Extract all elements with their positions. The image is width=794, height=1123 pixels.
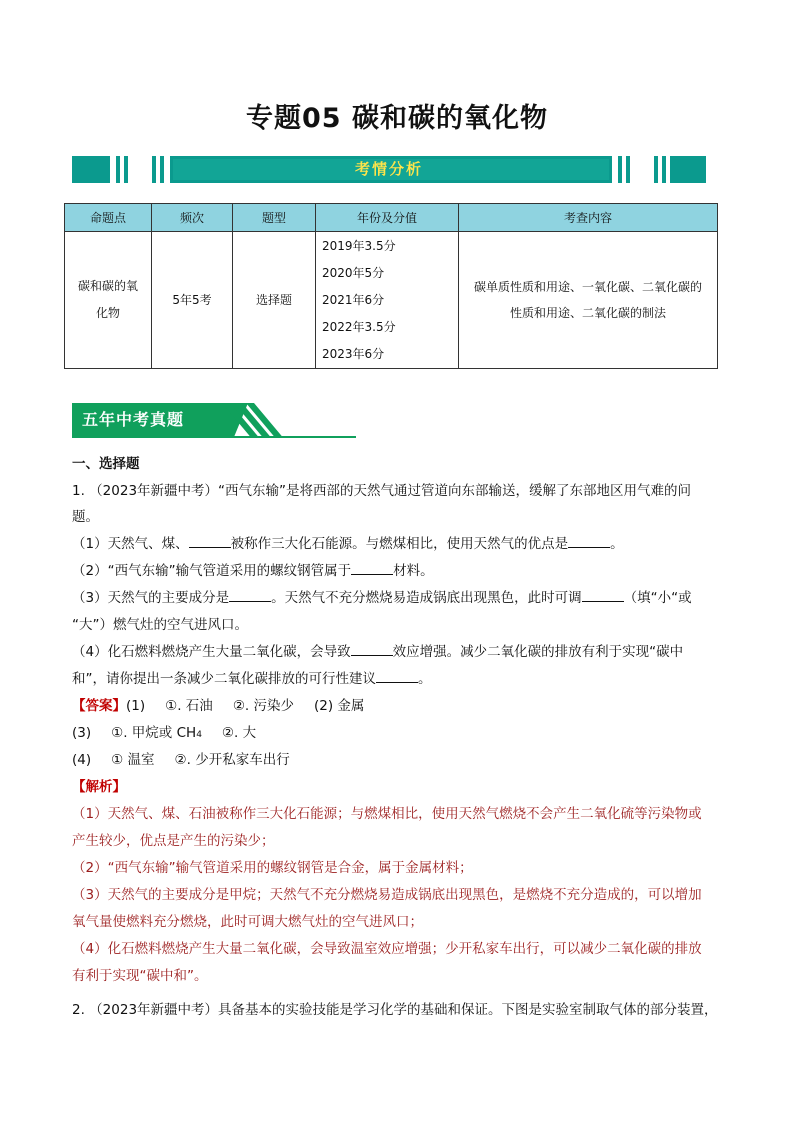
analysis-line: （2）“西气东输”输气管道采用的螺纹钢管是合金，属于金属材料； — [72, 860, 473, 876]
table-header: 题型 — [233, 204, 316, 232]
exam-analysis-table — [64, 203, 718, 369]
table-cell-years — [316, 232, 459, 369]
q1-part4-cont: 和”，请你提出一条减少二氧化碳排放的可行性建议 。 — [72, 671, 432, 687]
q1-part3-cont: “大”）燃气灶的空气进风口。 — [72, 617, 248, 633]
table-row — [65, 232, 718, 369]
analysis-line: （3）天然气的主要成分是甲烷；天然气不充分燃烧易造成锅底出现黑色，是燃烧不充分造成的，可以增加 — [72, 887, 702, 903]
analysis-line: 有利于实现“碳中和”。 — [72, 968, 208, 984]
analysis-line: （1）天然气、煤、石油被称作三大化石能源；与燃煤相比，使用天然气燃烧不会产生二氧化硫等污染物或 — [72, 806, 702, 822]
table-cell-point: 碳和碳的氧化物 — [65, 232, 152, 369]
q1-part2: （2）“西气东输”输气管道采用的螺纹钢管属于 材料。 — [72, 563, 434, 579]
answer-label: 【答案】 — [72, 698, 126, 714]
table-header: 考查内容 — [459, 204, 718, 232]
answer-blank — [568, 534, 610, 548]
year-score: 2021年6分 — [322, 292, 385, 307]
table-cell-type: 选择题 — [233, 232, 316, 369]
q1-line: 题。 — [72, 509, 99, 525]
year-score: 2023年6分 — [322, 346, 385, 361]
q1-part4: （4）化石燃料燃烧产生大量二氧化碳，会导致 效应增强。减少二氧化碳的排放有利于实现“碳中 — [72, 644, 684, 660]
answer-blank — [229, 588, 271, 602]
q1-part3: （3）天然气的主要成分是 。天然气不充分燃烧易造成锅底出现黑色，此时可调 （填“小“或 — [72, 590, 692, 606]
q1-part1: （1）天然气、煤、 被称作三大化石能源。与燃煤相比，使用天然气的优点是 。 — [72, 536, 624, 552]
answer-line-2: (3) ①. 甲烷或 CH4 ②. 大 — [72, 725, 257, 741]
table-cell-content: 碳单质性质和用途、一氧化碳、二氧化碳的性质和用途、二氧化碳的制法 — [459, 232, 718, 369]
answer-blank — [351, 561, 393, 575]
answer-blank — [351, 642, 393, 656]
section-header — [72, 403, 356, 437]
q2-line: 2. （2023年新疆中考）具备基本的实验技能是学习化学的基础和保证。下图是实验室制取气体的部分装置， — [72, 1002, 718, 1018]
analysis-label: 【解析】 — [72, 779, 126, 795]
year-score: 2019年3.5分 — [322, 238, 396, 253]
answer-blank — [189, 534, 231, 548]
year-score: 2020年5分 — [322, 265, 385, 280]
table-cell-frequency: 5年5考 — [152, 232, 233, 369]
table-header-row — [65, 204, 718, 232]
analysis-line: 氧气量使燃料充分燃烧，此时可调大燃气灶的空气进风口； — [72, 914, 423, 930]
answer-line-1: 【答案】(1) ①. 石油 ②. 污染少 (2) 金属 — [72, 698, 365, 714]
subsection-title: 一、选择题 — [72, 456, 140, 472]
page-title: 专题05 碳和碳的氧化物 — [246, 103, 548, 134]
analysis-line: （4）化石燃料燃烧产生大量二氧化碳，会导致温室效应增强；少开私家车出行，可以减少二氧化碳的排放 — [72, 941, 702, 957]
analysis-line: 产生较少，优点是产生的污染少； — [72, 833, 275, 849]
section-header-label: 五年中考真题 — [82, 410, 185, 429]
table-header: 命题点 — [65, 204, 152, 232]
table-header: 频次 — [152, 204, 233, 232]
answer-line-3: (4) ① 温室 ②. 少开私家车出行 — [72, 752, 290, 768]
table-header: 年份及分值 — [316, 204, 459, 232]
year-score: 2022年3.5分 — [322, 319, 396, 334]
answer-blank — [582, 588, 624, 602]
banner-label: 考情分析 — [354, 160, 423, 178]
section-banner — [72, 156, 706, 183]
answer-blank — [376, 669, 418, 683]
q1-line: 1. （2023年新疆中考）“西气东输”是将西部的天然气通过管道向东部输送，缓解了东部地区用气难的问 — [72, 483, 692, 499]
